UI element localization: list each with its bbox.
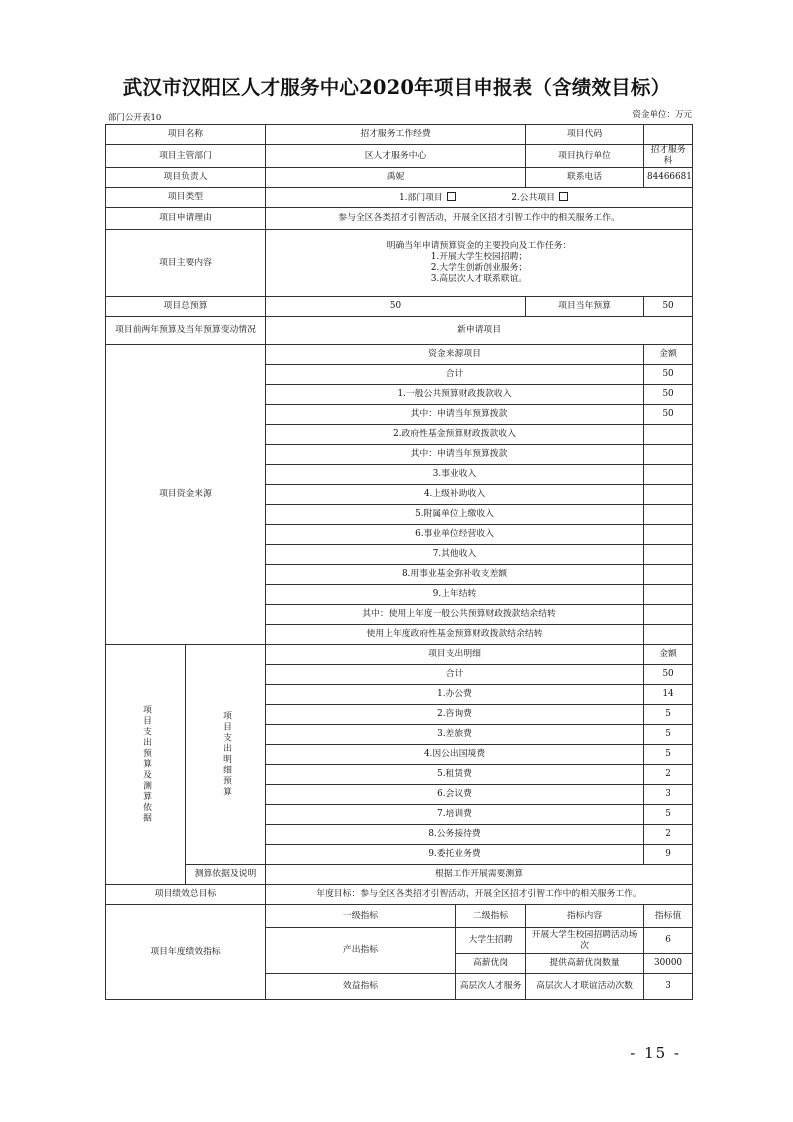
funding-amount [644, 525, 693, 545]
expense-item: 合计 [266, 665, 644, 685]
year-budget: 50 [644, 297, 693, 317]
indicator-header: 指标内容 [526, 905, 644, 928]
phone-label: 联系电话 [526, 168, 644, 188]
checkbox-dept[interactable] [447, 192, 456, 201]
expense-item: 4.因公出国境费 [266, 745, 644, 765]
expense-item: 8.公务接待费 [266, 825, 644, 845]
funding-item: 合计 [266, 365, 644, 385]
exec-unit: 招才服务科 [644, 145, 693, 168]
indicator-value: 3 [644, 974, 693, 1000]
indicator-value: 6 [644, 928, 693, 954]
funding-item: 4.上级补助收入 [266, 485, 644, 505]
indicator-header: 一级指标 [266, 905, 456, 928]
basis: 根据工作开展需要测算 [266, 865, 693, 885]
total-budget-label: 项目总预算 [106, 297, 266, 317]
indicator-header: 指标值 [644, 905, 693, 928]
funding-item: 3.事业收入 [266, 465, 644, 485]
funding-amount: 50 [644, 385, 693, 405]
expense-inner-label: 项目支出明细预算 [186, 645, 266, 865]
annual-indicators-label: 项目年度绩效指标 [106, 905, 266, 1000]
project-name: 招才服务工作经费 [266, 125, 526, 145]
expense-item: 3.差旅费 [266, 725, 644, 745]
overall-goal-label: 项目绩效总目标 [106, 885, 266, 905]
phone: 84466681 [644, 168, 693, 188]
expense-item: 2.咨询费 [266, 705, 644, 725]
content-label: 项目主要内容 [106, 230, 266, 297]
funding-header-item: 资金来源项目 [266, 345, 644, 365]
content-line: 2.大学生创新创业服务； [430, 263, 528, 273]
indicator-level2: 高薪优岗 [456, 954, 526, 974]
funding-amount [644, 565, 693, 585]
project-code-label: 项目代码 [526, 125, 644, 145]
reason: 参与全区各类招才引智活动，开展全区招才引智工作中的相关服务工作。 [266, 208, 693, 230]
content [266, 230, 693, 297]
funding-amount: 50 [644, 405, 693, 425]
funding-amount [644, 585, 693, 605]
dept-label: 项目主管部门 [106, 145, 266, 168]
funding-amount [644, 545, 693, 565]
type-option-public: 2.公共项目 [511, 192, 555, 203]
funding-item: 其中：使用上年度一般公共预算财政拨款结余结转 [266, 605, 644, 625]
funding-item: 其中：申请当年预算拨款 [266, 405, 644, 425]
funding-amount [644, 605, 693, 625]
funding-item: 5.附属单位上缴收入 [266, 505, 644, 525]
type-label: 项目类型 [106, 188, 266, 208]
content-line: 3.高层次人才联系联谊。 [430, 274, 528, 284]
expense-item: 6.会议费 [266, 785, 644, 805]
leader-label: 项目负责人 [106, 168, 266, 188]
indicator-content: 高层次人才联谊活动次数 [526, 974, 644, 1000]
year-budget-label: 项目当年预算 [526, 297, 644, 317]
funding-item: 8.用事业基金弥补收支差额 [266, 565, 644, 585]
expense-amount: 14 [644, 685, 693, 705]
indicator-level2: 高层次人才服务 [456, 974, 526, 1000]
expense-amount: 9 [644, 845, 693, 865]
indicator-header: 二级指标 [456, 905, 526, 928]
funding-amount [644, 485, 693, 505]
change: 新申请项目 [266, 317, 693, 345]
type-options [266, 188, 693, 208]
expense-amount: 5 [644, 725, 693, 745]
basis-label: 测算依据及说明 [186, 865, 266, 885]
output-label: 产出指标 [266, 928, 456, 974]
project-code [644, 125, 693, 145]
dept: 区人才服务中心 [266, 145, 526, 168]
expense-amount: 2 [644, 765, 693, 785]
funding-item: 6.事业单位经营收入 [266, 525, 644, 545]
indicator-content: 开展大学生校园招聘活动场次 [526, 928, 644, 954]
total-budget: 50 [266, 297, 526, 317]
expense-outer-label: 项目支出预算及测算依据 [106, 645, 186, 885]
change-label: 项目前两年预算及当年预算变动情况 [106, 317, 266, 345]
expense-amount: 5 [644, 705, 693, 725]
page-number: - 15 - [630, 1044, 681, 1062]
funding-amount [644, 505, 693, 525]
overall-goal: 年度目标：参与全区各类招才引智活动，开展全区招才引智工作中的相关服务工作。 [266, 885, 693, 905]
funding-amount [644, 425, 693, 445]
currency-unit: 资金单位：万元 [632, 110, 692, 120]
expense-amount: 5 [644, 745, 693, 765]
reason-label: 项目申请理由 [106, 208, 266, 230]
expense-item: 7.培训费 [266, 805, 644, 825]
expense-amount: 5 [644, 805, 693, 825]
expense-header-item: 项目支出明细 [266, 645, 644, 665]
expense-amount: 2 [644, 825, 693, 845]
funding-amount [644, 445, 693, 465]
funding-item: 7.其他收入 [266, 545, 644, 565]
expense-item: 5.租赁费 [266, 765, 644, 785]
leader: 禹妮 [266, 168, 526, 188]
funding-amount [644, 465, 693, 485]
project-application-table [105, 124, 693, 1000]
funding-label: 项目资金来源 [106, 345, 266, 645]
funding-amount: 50 [644, 365, 693, 385]
benefit-label: 效益指标 [266, 974, 456, 1000]
content-line: 明确当年申请预算资金的主要投向及工作任务： [386, 241, 572, 251]
expense-item: 1.办公费 [266, 685, 644, 705]
funding-item: 其中：申请当年预算拨款 [266, 445, 644, 465]
content-line: 1.开展大学生校园招聘； [430, 252, 528, 262]
indicator-content: 提供高薪优岗数量 [526, 954, 644, 974]
type-option-dept: 1.部门项目 [399, 192, 443, 203]
project-name-label: 项目名称 [106, 125, 266, 145]
form-number: 部门公开表10 [108, 113, 162, 123]
funding-item: 使用上年度政府性基金预算财政拨款结余结转 [266, 625, 644, 645]
expense-item: 9.委托业务费 [266, 845, 644, 865]
funding-item: 2.政府性基金预算财政拨款收入 [266, 425, 644, 445]
checkbox-public[interactable] [559, 192, 568, 201]
funding-item: 1.一般公共预算财政拨款收入 [266, 385, 644, 405]
funding-amount [644, 625, 693, 645]
indicator-level2: 大学生招聘 [456, 928, 526, 954]
funding-header-amount: 金额 [644, 345, 693, 365]
page-title: 武汉市汉阳区人才服务中心2020年项目申报表（含绩效目标） [122, 76, 671, 99]
indicator-value: 30000 [644, 954, 693, 974]
exec-unit-label: 项目执行单位 [526, 145, 644, 168]
expense-header-amount: 金额 [644, 645, 693, 665]
funding-item: 9.上年结转 [266, 585, 644, 605]
expense-amount: 3 [644, 785, 693, 805]
expense-amount: 50 [644, 665, 693, 685]
